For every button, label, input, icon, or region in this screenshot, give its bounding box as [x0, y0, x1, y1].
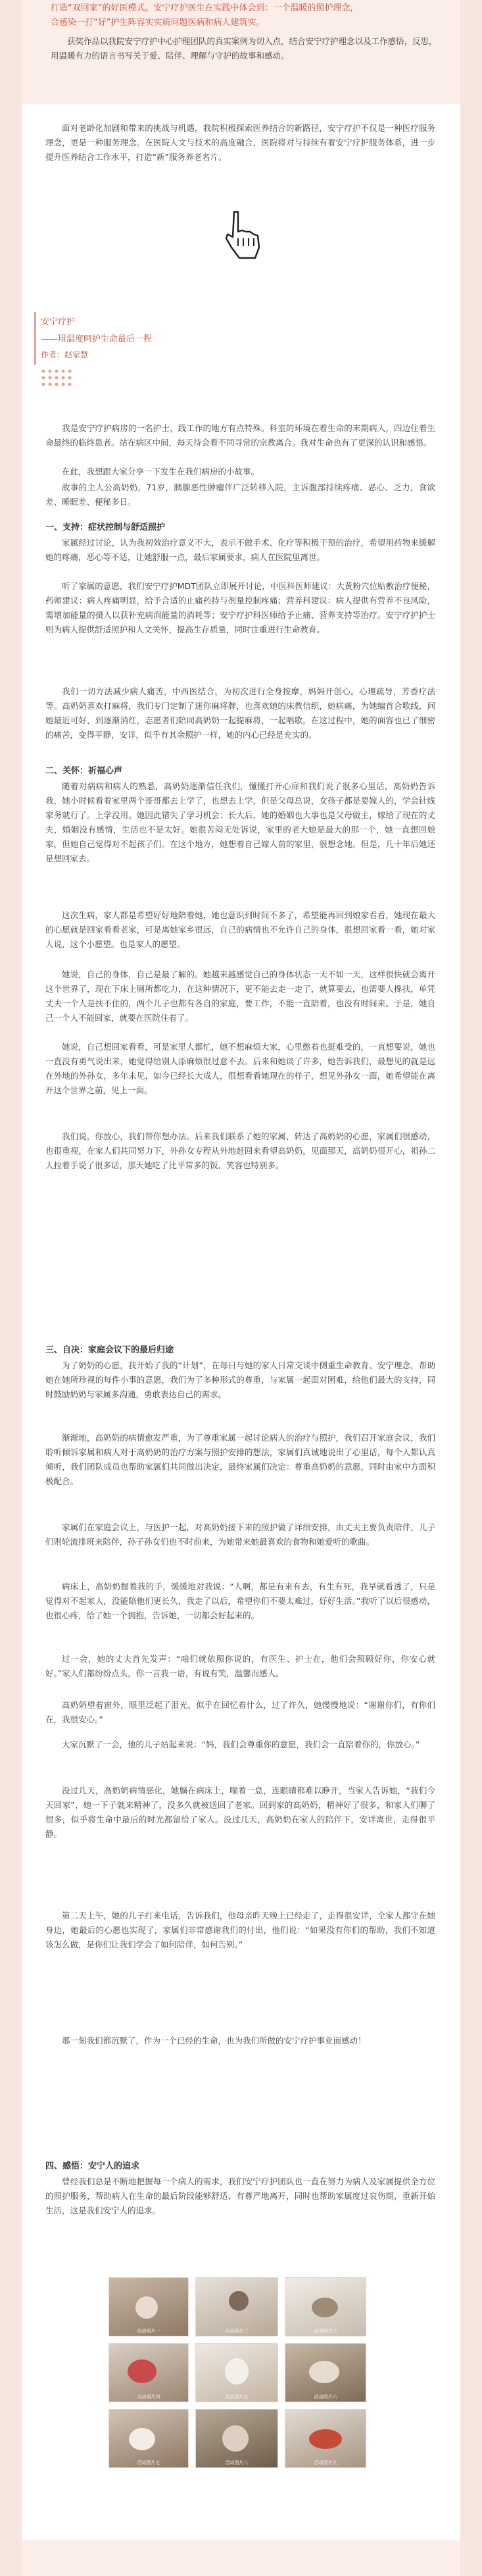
- body-paragraph: 家属经过讨论，认为我初效治疗意义不大，表示不做手术、化疗等积极干预的治疗，希望用药物来缓解她的疼痛，恶心等不适，让她舒服一点，最后家属要求，病人在医院里离世。: [45, 538, 435, 562]
- body-paragraph: 听了家属的意愿，我们安宁疗护MDT团队立即展开讨论，中医科医师建议：大黄粉穴位贴敷治疗便秘，药师建议：病人疼痛明显，给予合适的止痛药持与剂量控制疼痛；营养科建议：病人提供有营养不良风险，需增加能量的摄入以获补充病润能量的消耗等；安宁疗护科医师给予止痛、营养支持等治疗。安宁疗护护士则为病人提供舒适照护和人文关怀，提高生存质量，同时注重进行生命教育。: [45, 581, 435, 634]
- body-paragraph: 大家沉默了一会，他的儿子站起来说：“妈，我们会尊重你的意愿，我们会一直陪着你的，你放心。”: [62, 1739, 420, 1749]
- photo: 活动照片三: [285, 2277, 366, 2336]
- accent-line: [34, 312, 36, 365]
- body-paragraph: 她说，自己想回家看看，可是家里人都忙，她不想麻烦大家，心里憋着也挺难受的，一直想要说，她也一直没有勇气说出来，她觉得给别人添麻烦很过意不去。后来和她谈了许多，她告诉我们，最想见的就是远在外地的外孙女，多年未见，如今已经长大成人，很想看看她现在的样子，想见外孙女一面，她希望能在离开这个世界之前，见上一面。: [45, 1042, 435, 1095]
- article-title: ——用温度呵护生命最后一程: [41, 334, 153, 344]
- pointing-hand-icon: [220, 209, 266, 266]
- body-paragraph: 我们说，你放心，我们帮你想办法。后来我们联系了她的家属，转达了高奶奶的心愿，家属们很感动，也很重视，在家人们共同努力下，外孙女专程从外地赶回来看望高奶奶，见面那天，高奶奶很开心，祖孙二人拉着手说了很多话，那天她吃了比平常多的饭，笑容也特别多。: [45, 1131, 435, 1170]
- body-paragraph: 她说，自己的身体，自己是最了解的。她越来越感觉自己的身体状态一天不如一天，这样很快就会离开这个世界了，现在下床上厕所都吃力，在这种情况下，更不能去走一走了，就算要去，也需要人搀扶，单凭丈夫一个人是扶不住的，两个儿子也都有各自的家庭，要工作，不能一直陪着，也没有时间来。于是，她自己一个人不能回家，就要在医院住着了。: [45, 969, 435, 1023]
- body-paragraph: 第二天上午，她的儿子打来电话，告诉我们，他母亲昨天晚上已经走了，走得很安详，全家人都守在她身边，她最后的心愿也实现了，家属们非常感谢我们的付出，他们说：“如果没有你们的帮助，我们不知道该怎么做，是你们让我们学会了如何陪伴，如何告别。”: [45, 1911, 435, 1949]
- photo: 活动照片八: [195, 2409, 278, 2468]
- photo: 活动照片六: [285, 2343, 366, 2402]
- section-heading-2: 二、关怀：祈福心声: [45, 766, 123, 776]
- body-paragraph: 这次生病，家人都是希望好好地陪着她，她也意识到时间不多了，希望能再回到娘家看看，她现在最大的心愿就是回家看看老家，可是离她家乡很远，自己的病情也不允许自己的身体，很想回家看一看，她对家人说，这个小愿望。也是家人的愿望。: [45, 910, 435, 949]
- body-paragraph: 家属们在家庭会议上，与医护一起，对高奶奶接下来的照护做了详细安排，由丈夫主要负责陪伴，儿子们则轮流排班来陪伴，孙子孙女们也不时前来，为她带来她最喜欢的食物和她爱听的歌曲。: [45, 1522, 435, 1547]
- body-paragraph: 随着对病病和病人的熟悉，高奶奶逐渐信任我们，懂懂打开心扉和我们说了很多心里话，高奶奶告诉我，她小时候看着家里两个哥哥都去上学了，也想去上学，但是父母总说，女孩子都是要嫁人的，学会针线家务就行了。上学没用。她因此错失了学习机会；长大后，她的婚姻也大事也是父母做主，嫁给了现在的丈夫，婚姻没有感情，生活也不是太好。她很苦闷无处诉说，家里的老大她是最大的那一个，她一直想回娘家，但她自己觉得对不起孩子们。在这个地方，她想着自己嫁人前的家里，很想念她。但是，几十年后她还是想回家去。: [45, 781, 435, 863]
- body-paragraph: 高奶奶望着窗外，眼里泛起了泪光，似乎在回忆着什么，过了许久，她慢慢地说：“谢谢你们，有你们在，我很安心。”: [45, 1700, 435, 1724]
- photo: 活动照片一: [108, 2277, 189, 2336]
- section-heading-3: 三、自决：家庭会议下的最后归途: [45, 1345, 174, 1355]
- column-header-card: [34, 303, 172, 401]
- bottom-decoration: [22, 2540, 460, 2576]
- body-paragraph: 那一刻我们都沉默了，作为一个已经的生命，也为我们所做的安宁疗护事业而感动！: [62, 2036, 366, 2046]
- body-paragraph: 曾经我们总是不断地把握每一个病人的需求，我们安宁疗护团队也一直在努力为病人及家属提供全方位的照护服务，帮助病人在生命的最后阶段能够舒适、有尊严地离开，同时也帮助家属度过哀伤期，重新开始生活，这是我们安宁人的追求。: [45, 2177, 435, 2215]
- intro-line-1: 打造“双回家”的好医模式。安宁疗护医生在实践中体会到：一个温暖的照护理念，: [51, 3, 359, 13]
- intro-box: [22, 0, 460, 104]
- lead-paragraph: 面对老龄化加剧和带来的挑战与机遇，我院积极探索医养结合的新路径，安宁疗护不仅是一种医疗服务理念，更是一种服务理念。在医院人文与技术的高度融合，医院将对与持续有着安宁疗护服务体系，进一步提升医养结合工作水平，打造“新”服务养老名片。: [45, 123, 435, 162]
- photo: 活动照片二: [195, 2277, 278, 2336]
- article-author: 作者：赵家慧: [41, 350, 89, 359]
- photo: 活动照片四: [108, 2343, 189, 2402]
- column-name: 安宁疗护: [41, 317, 76, 327]
- decorative-dots: [41, 369, 87, 392]
- body-paragraph: 为了奶奶的心愿，我开始了我的“计划”，在每日与她的家人日常交谈中侧重生命教育、安宁理念，帮助她在她所珍视的每件小事的意愿，我们为了多种形式的尊重，与家属一起面对困难，给他们最大的支持，同时鼓励奶奶与家属多沟通，勇敢表达自己的需求。: [45, 1360, 435, 1399]
- photo: 活动照片七: [108, 2409, 189, 2468]
- body-paragraph: 故事的主人公高奶奶，71岁，胰腺恶性肿瘤伴广泛转移入院，主诉腹部持续疼痛、恶心、乏力，食欲差、睡眠差、便秘多日。: [45, 482, 435, 507]
- body-paragraph: 我是安宁疗护病房的一名护士，践工作的地方有点特殊。科室的环境在着生命的末期病人，四边住着生命最终的临终患者。站在病区中间，每天待会看不同寻常的宗教离合。我对生命也有了更深的认识和感悟。: [45, 423, 435, 448]
- photo: 活动照片五: [195, 2343, 278, 2402]
- body-paragraph: 在此，我想跟大家分享一下发生在我们病房的小故事。: [62, 467, 260, 477]
- section-heading-1: 一、支持：症状控制与舒适照护: [45, 523, 166, 532]
- photo: 活动照片九: [285, 2409, 366, 2468]
- intro-paragraph: 获奖作品以我院安宁疗护中心护理团队的真实案例为切入点，结合安宁疗护理念以及工作感悟，反思，用温暖有力的语言书写关于爱、陪伴、理解与守护的故事和感动。: [51, 36, 437, 61]
- body-paragraph: 我们一切方法减少病人痛苦，中西医结合，为初次进行全身按摩，妈妈开创心。心理疏导，芳香疗法等。高奶奶喜欢打麻将，我们专门定制了迷你麻将牌，也喜欢她的床教信织，她病痛，为她编首合歌线，问她最近可好，到逐渐消红，志愿者们陪同高奶奶一起提麻将，一起唱歌，在这过程中，她的面容也已了细密的痛苦，变得平静，安详，似乎有其余照护一样，她的内心已经是充实的。: [45, 686, 435, 740]
- body-paragraph: 过一会，她的丈夫首先发声：“咱们就依照你说的，有医生、护士在，他们会照顾好你，你安心就好。”家人们都纷纷点头，你一言我一语，有说有笑，温馨而感人。: [45, 1654, 435, 1678]
- intro-line-2: 合感染一打“好”护生阵容实实质问题医病和病人建筑实。: [51, 18, 265, 28]
- section-heading-4: 四、感悟：安宁人的追求: [45, 2161, 140, 2171]
- body-paragraph: 没过几天，高奶奶病情恶化，她躺在病床上，喘着一息，连眼睛都难以睁开，当家人告诉她，“我们今天回家”，她一下子就来精神了，没多久就被送回了老家。回到家的高奶奶，精神好了很多，和家人们聊了很多，似乎将生命中最后的时光都留给了家人。没过几天，高奶奶在家人的陪伴下，安详离世，走得很平静。: [45, 1786, 435, 1839]
- body-paragraph: 病床上，高奶奶握着我的手，缓缓地对我说：“人啊，都是有来有去，有生有死，我早就看透了，只是觉得对不起家人，没能陪他们更长久，我走了以后，希望你们不要太难过，好好生活。”我听了以后很感动，也很心疼，给了她一个拥抱，告诉她，一切都会好起来的。: [45, 1582, 435, 1620]
- body-paragraph: 渐渐地，高奶奶的病情愈发严重，为了尊重家属一起讨论病人的治疗与照护，我们召开家庭会议，我们聆听倾诉家属和病人对于高奶奶的治疗方案与照护安排的想法，家属们真诚地说出了心里话，每个人都认真倾听，我们团队成员也帮助家属们共同做出决定，最终家属们决定：尊重高奶奶的意愿，同时由家中方面积极配合。: [45, 1433, 435, 1486]
